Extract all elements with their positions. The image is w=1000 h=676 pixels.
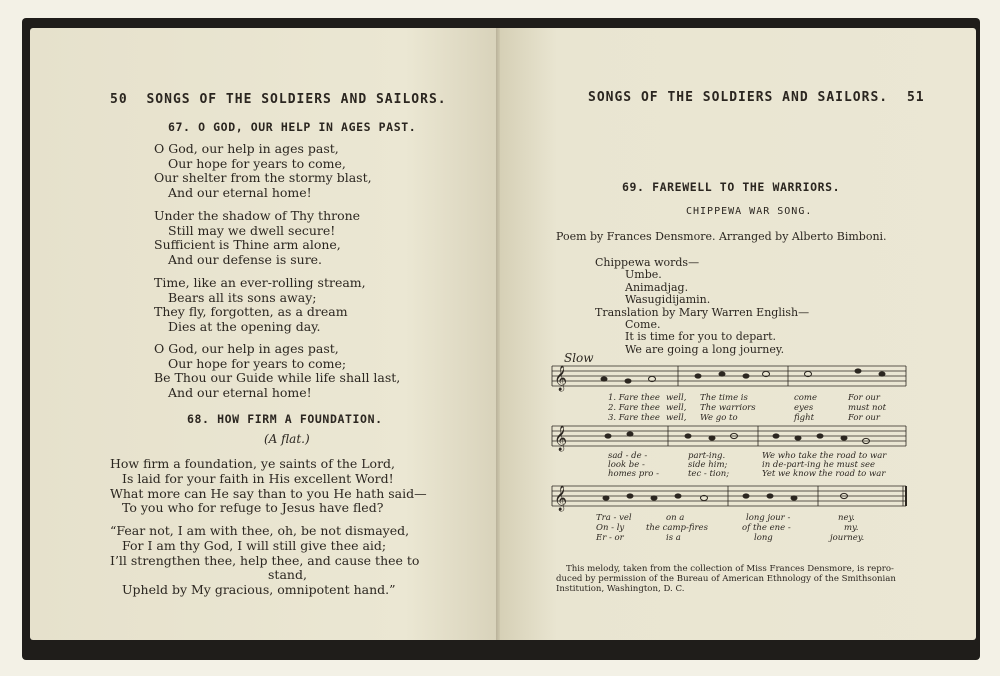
verse-line: Still may we dwell secure! — [168, 222, 336, 238]
svg-text:𝄞: 𝄞 — [554, 426, 568, 451]
lyric-1-5: For our — [848, 393, 880, 403]
song-69-words — [595, 257, 809, 356]
lyric-7-2: on a — [666, 513, 685, 523]
lyric-2-1: 2. Fare thee — [608, 403, 660, 413]
lyric-5-2: side him; — [688, 460, 728, 470]
lyric-2-3: The warriors — [700, 403, 756, 413]
verse-line: O God, our help in ages past, — [154, 141, 339, 156]
staff-2-notes — [554, 425, 870, 451]
hymn-68-stanza-1 — [110, 457, 427, 516]
words-line: Translation by Mary Warren English— — [595, 305, 810, 319]
lyric-7-3: long jour - — [746, 513, 791, 523]
lyric-7-1: Tra - vel — [596, 513, 632, 523]
lyric-9-2: is a — [666, 533, 681, 543]
words-line: We are going a long journey. — [625, 342, 785, 356]
right-running-title: SONGS OF THE SOLDIERS AND SAILORS. — [588, 90, 889, 105]
hymn-68-stanza-2 — [110, 524, 419, 598]
hymn-68-title: 68. HOW FIRM A FOUNDATION. — [187, 412, 383, 426]
hymn-67-stanza-1 — [154, 142, 372, 200]
lyric-3-3: We go to — [700, 413, 738, 423]
verse-line: “Fear not, I am with thee, oh, be not dismayed, — [110, 523, 410, 538]
right-running-head — [588, 90, 925, 105]
words-line: Umbe. — [625, 268, 662, 282]
verse-line: And our defense is sure. — [168, 251, 323, 267]
song-69-footnote — [556, 564, 896, 595]
lyric-8-4: my. — [844, 523, 859, 533]
lyric-9-4: journey. — [830, 533, 865, 543]
verse-line: Dies at the opening day. — [168, 318, 321, 334]
song-69-subtitle: CHIPPEWA WAR SONG. — [686, 206, 813, 217]
verse-line: Under the shadow of Thy throne — [154, 208, 361, 223]
lyric-4-1: sad - de - — [608, 451, 648, 461]
song-69-credit: Poem by Frances Densmore. Arranged by Alberto Bimboni. — [556, 230, 887, 243]
verse-line: I’ll strengthen thee, help thee, and cause thee to — [110, 552, 420, 568]
staff-1 — [552, 366, 906, 386]
verse-line: And our eternal home! — [168, 184, 312, 200]
lyric-6-1: homes pro - — [608, 469, 659, 479]
verse-line: O God, our help in ages past, — [154, 341, 339, 356]
lyric-3-2: well, — [666, 413, 687, 423]
words-line: Chippewa words— — [595, 256, 700, 269]
lyric-2-2: well, — [666, 403, 687, 413]
lyric-6-3: Yet we know the road to war — [762, 469, 886, 479]
lyric-6-2: tec - tion; — [688, 469, 730, 479]
verse-line: Is laid for your faith in His excellent Word! — [122, 470, 394, 486]
verse-line: Be Thou our Guide while life shall last, — [154, 370, 401, 386]
lyric-1-1: 1. Fare thee — [608, 393, 660, 403]
lyric-1-2: well, — [666, 393, 687, 403]
lyric-3-4: fight — [794, 413, 815, 423]
hymn-67-title: 67. O GOD, OUR HELP IN AGES PAST. — [168, 120, 417, 134]
lyric-2-5: must not — [848, 403, 887, 413]
staff-3-notes — [554, 485, 848, 511]
lyric-1-4: come — [794, 393, 817, 403]
verse-line: stand, — [268, 567, 307, 583]
hymn-67-stanza-2 — [154, 209, 360, 267]
lyric-7-4: ney. — [838, 513, 855, 523]
verse-line: To you who for refuge to Jesus have fled? — [122, 500, 384, 516]
words-line: Come. — [625, 318, 661, 332]
words-line: Wasugidijamin. — [625, 293, 711, 307]
svg-text:𝄞: 𝄞 — [554, 486, 568, 511]
left-running-head — [110, 92, 447, 107]
verse-line: What more can He say than to you He hath said— — [110, 485, 427, 501]
lyric-9-3: long — [754, 533, 773, 543]
sheet-music — [548, 352, 910, 552]
verse-line: For I am thy God, I will still give thee aid; — [122, 537, 387, 553]
lyric-5-3: in de-part-ing he must see — [762, 460, 876, 470]
lyric-1-3: The time is — [700, 393, 748, 403]
lyric-5-1: look be - — [608, 460, 645, 470]
verse-line: Bears all its sons away; — [168, 289, 317, 305]
staff-1-notes — [554, 365, 886, 391]
verse-line: Upheld by My gracious, omnipotent hand.” — [122, 582, 396, 598]
verse-line: And our eternal home! — [168, 384, 312, 400]
verse-line: How firm a foundation, ye saints of the Lord, — [110, 456, 396, 471]
lyric-8-3: of the ene - — [742, 523, 791, 533]
words-line: Animadjag. — [625, 280, 689, 294]
hymn-67-stanza-3 — [154, 276, 366, 334]
left-running-title: SONGS OF THE SOLDIERS AND SAILORS. — [146, 92, 447, 107]
lyric-4-2: part-ing. — [688, 451, 726, 461]
left-page-number: 50 — [110, 92, 128, 107]
lyric-8-2: the camp-fires — [646, 523, 708, 533]
lyric-3-1: 3. Fare thee — [608, 413, 660, 423]
svg-text:𝄞: 𝄞 — [554, 366, 568, 391]
words-line: It is time for you to depart. — [625, 330, 777, 344]
footnote-line: duced by permission of the Bureau of American Ethnology of the Smithsonian — [556, 574, 896, 585]
tempo-marking: Slow — [564, 352, 594, 365]
song-69-title: 69. FAREWELL TO THE WARRIORS. — [622, 180, 841, 194]
verse-line: Our hope for years to come; — [168, 355, 347, 371]
right-page-number: 51 — [906, 90, 925, 105]
hymn-67-stanza-4 — [154, 342, 400, 400]
verse-line: Our shelter from the stormy blast, — [154, 170, 372, 186]
lyric-8-1: On - ly — [596, 523, 625, 533]
lyric-4-3: We who take the road to war — [762, 451, 887, 461]
lyric-9-1: Er - or — [596, 533, 624, 543]
hymn-68-key: (A flat.) — [264, 432, 310, 446]
lyric-2-4: eyes — [794, 403, 814, 413]
verse-line: Our hope for years to come, — [168, 155, 346, 171]
verse-line: They fly, forgotten, as a dream — [154, 304, 348, 320]
footnote-line: Institution, Washington, D. C. — [556, 584, 685, 595]
verse-line: Sufficient is Thine arm alone, — [154, 237, 341, 253]
verse-line: Time, like an ever-rolling stream, — [154, 275, 366, 290]
footnote-line: This melody, taken from the collection of Miss Frances Densmore, is repro- — [566, 564, 894, 574]
lyric-3-5: For our — [848, 413, 880, 423]
